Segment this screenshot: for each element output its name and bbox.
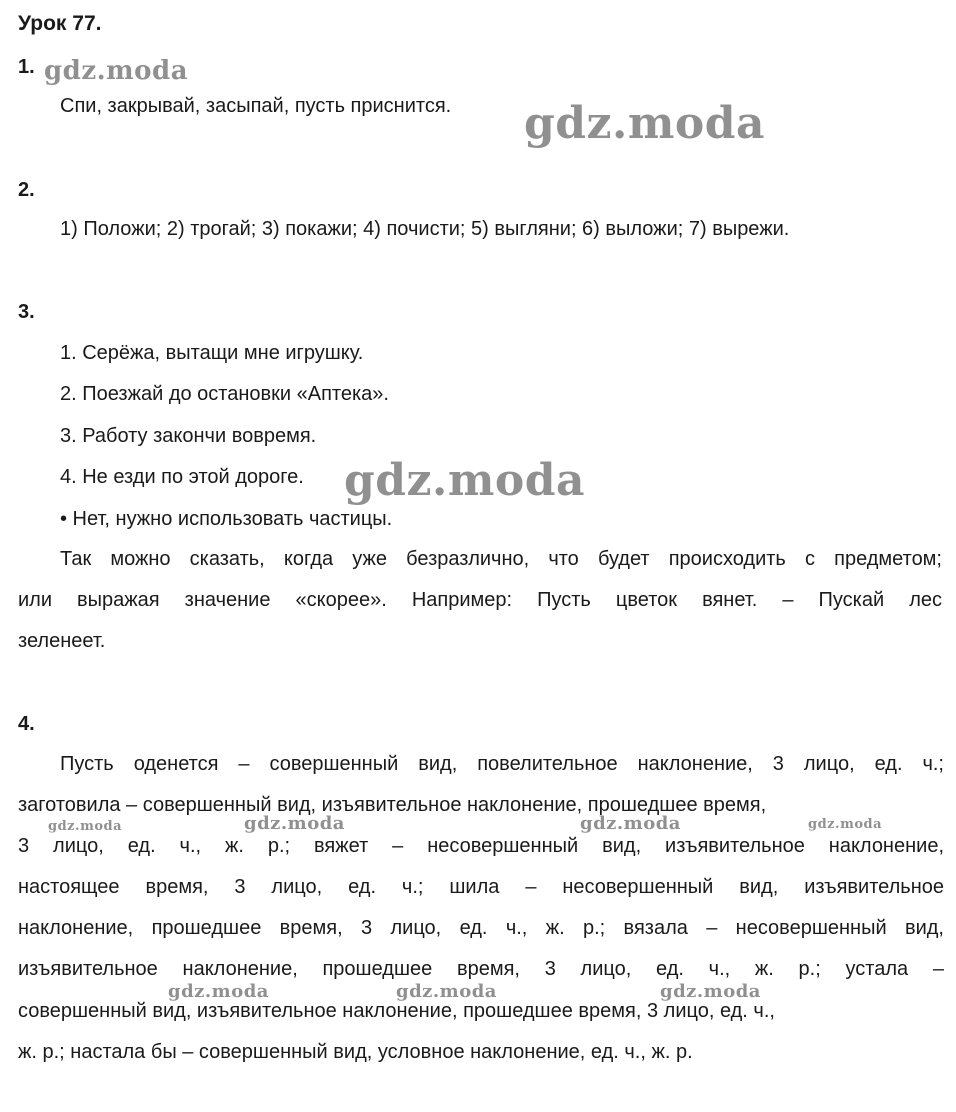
watermark-logo: gdz.moda — [44, 56, 189, 86]
task-3-item: 2. Поезжай до остановки «Аптека». — [60, 383, 389, 405]
task-4-line: ж. р.; настала бы – совершенный вид, условное наклонение, ед. ч., ж. р. — [18, 1041, 693, 1063]
task-3-number: 3. — [18, 301, 35, 323]
watermark-logo: gdz.moda — [244, 813, 345, 834]
task-3-paragraph-line: или выражая значение «скорее». Например: Пусть цветок вянет. – Пускай лес — [18, 589, 942, 611]
task-2-text: 1) Положи; 2) трогай; 3) покажи; 4) почисти; 5) выгляни; 6) выложи; 7) вырежи. — [60, 218, 790, 240]
task-4-line: настоящее время, 3 лицо, ед. ч.; шила – несовершенный вид, изъявительное — [18, 876, 944, 898]
task-2-number: 2. — [18, 179, 35, 201]
task-4-line: совершенный вид, изъявительное наклонение, прошедшее время, 3 лицо, ед. ч., — [18, 1000, 775, 1022]
task-3-item: 3. Работу закончи вовремя. — [60, 425, 317, 447]
watermark-logo: gdz.moda — [48, 819, 123, 834]
task-4-number: 4. — [18, 713, 35, 735]
task-3-paragraph-line: зеленеет. — [18, 630, 106, 652]
task-4-line: Пусть оденется – совершенный вид, повелительное наклонение, 3 лицо, ед. ч.; — [60, 753, 944, 775]
lesson-title: Урок 77. — [18, 12, 102, 35]
task-4-line: 3 лицо, ед. ч., ж. р.; вяжет – несовершенный вид, изъявительное наклонение, — [18, 835, 944, 857]
task-3-item: • Нет, нужно использовать частицы. — [60, 508, 393, 530]
watermark-logo: gdz.moda — [580, 813, 681, 834]
task-1-number: 1. — [18, 56, 35, 78]
task-4-line: изъявительное наклонение, прошедшее время, 3 лицо, ед. ч., ж. р.; устала – — [18, 958, 944, 980]
watermark-logo: gdz.moda — [396, 981, 497, 1002]
task-4-line: заготовила – совершенный вид, изъявительное наклонение, прошедшее время, — [18, 794, 767, 816]
watermark-logo: gdz.moda — [660, 981, 761, 1002]
watermark-logo: gdz.moda — [344, 455, 586, 506]
task-3-item: 1. Серёжа, вытащи мне игрушку. — [60, 342, 364, 364]
watermark-logo: gdz.moda — [808, 817, 883, 832]
task-4-line: наклонение, прошедшее время, 3 лицо, ед. ч., ж. р.; вязала – несовершенный вид, — [18, 917, 944, 939]
watermark-logo: gdz.moda — [168, 981, 269, 1002]
task-1-text: Спи, закрывай, засыпай, пусть приснится. — [60, 95, 452, 117]
task-3-paragraph-line: Так можно сказать, когда уже безразлично, что будет происходить с предметом; — [60, 548, 942, 570]
task-3-item: 4. Не езди по этой дороге. — [60, 466, 304, 488]
watermark-logo: gdz.moda — [524, 98, 766, 149]
